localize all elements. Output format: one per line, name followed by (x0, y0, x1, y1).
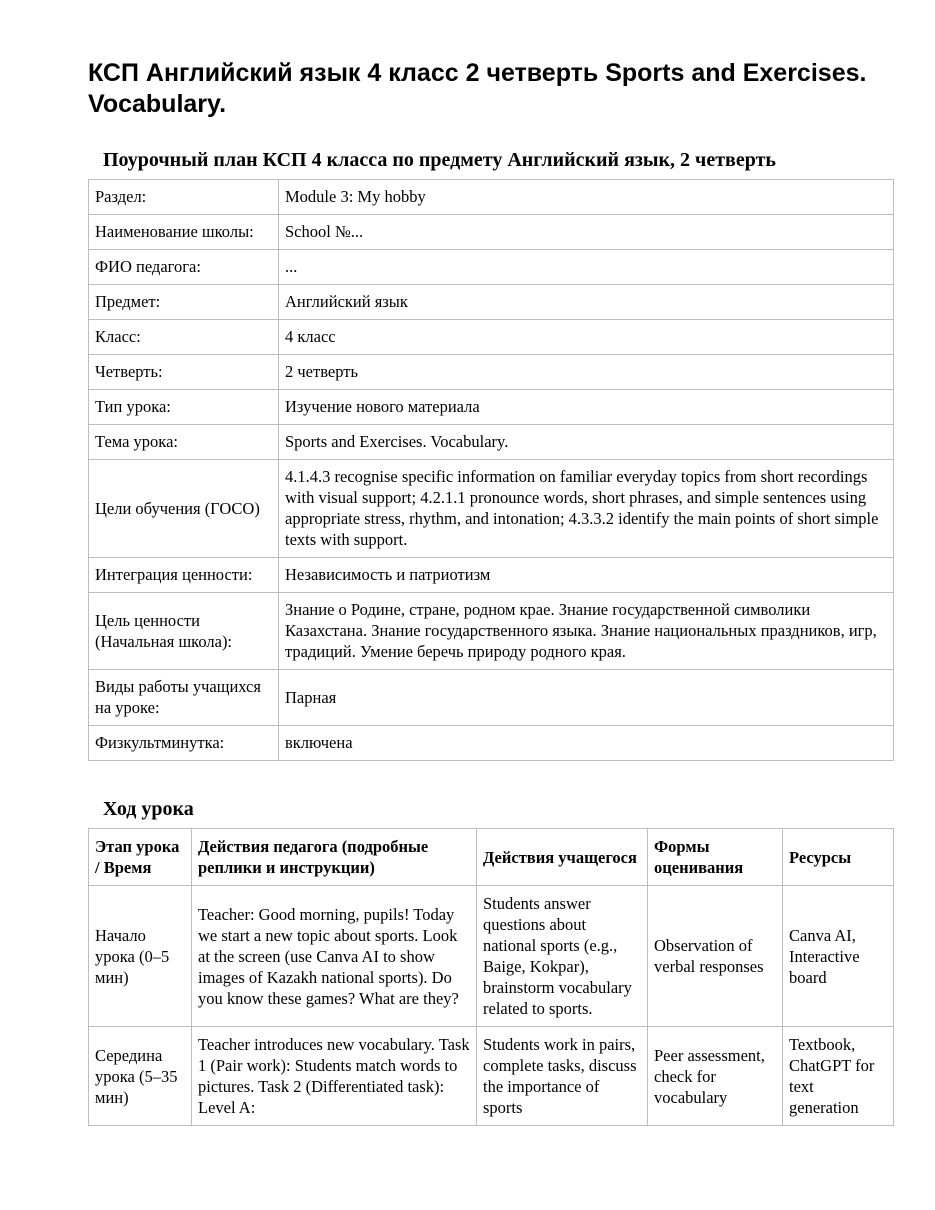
lesson-cell: Teacher: Good morning, pupils! Today we start a new topic about sports. Look at the screen (use Canva AI to show images of Kazakh national sports). Do you know these games? What are they? (192, 886, 477, 1027)
lesson-cell: Students work in pairs, complete tasks, discuss the importance of sports (477, 1027, 648, 1126)
lesson-cell: Canva AI, Interactive board (783, 886, 894, 1027)
info-label: Цели обучения (ГОСО) (89, 460, 279, 558)
lesson-column-header: Ресурсы (783, 829, 894, 886)
info-row (89, 726, 894, 761)
document-title: КСП Английский язык 4 класс 2 четверть Sports and Exercises. Vocabulary. (88, 59, 867, 118)
info-value: Изучение нового материала (279, 390, 894, 425)
lesson-flow-table (88, 828, 894, 1126)
info-label: Тип урока: (89, 390, 279, 425)
info-row (89, 390, 894, 425)
info-value: School №... (279, 215, 894, 250)
lesson-cell: Середина урока (5–35 мин) (89, 1027, 192, 1126)
info-row (89, 355, 894, 390)
lesson-column-header: Действия учащегося (477, 829, 648, 886)
info-row (89, 320, 894, 355)
lesson-cell: Students answer questions about national sports (e.g., Baige, Kokpar), brainstorm vocabulary related to sports. (477, 886, 648, 1027)
info-label: ФИО педагога: (89, 250, 279, 285)
info-label: Наименование школы: (89, 215, 279, 250)
info-value: 4.1.4.3 recognise specific information on familiar everyday topics from short recordings with visual support; 4.2.1.1 pronounce words, short phrases, and simple sentences using appropriate stress, rhythm, and intonation; 4.3.3.2 identify the main points of short simple texts with support. (279, 460, 894, 558)
lesson-cell: Teacher introduces new vocabulary. Task 1 (Pair work): Students match words to pictures. Task 2 (Differentiated task): Level A: (192, 1027, 477, 1126)
info-label: Предмет: (89, 285, 279, 320)
lesson-flow-body (89, 886, 894, 1126)
lesson-cell: Начало урока (0–5 мин) (89, 886, 192, 1027)
info-value: 2 четверть (279, 355, 894, 390)
lesson-cell: Observation of verbal responses (648, 886, 783, 1027)
info-label: Тема урока: (89, 425, 279, 460)
lesson-info-body (89, 180, 894, 761)
info-label: Виды работы учащихся на уроке: (89, 670, 279, 726)
info-value: ... (279, 250, 894, 285)
info-value: Английский язык (279, 285, 894, 320)
info-row (89, 215, 894, 250)
info-row (89, 593, 894, 670)
info-value: Парная (279, 670, 894, 726)
lesson-cell: Peer assessment, check for vocabulary (648, 1027, 783, 1126)
lesson-cell: Textbook, ChatGPT for text generation (783, 1027, 894, 1126)
info-row (89, 250, 894, 285)
info-row (89, 180, 894, 215)
info-value: Знание о Родине, стране, родном крае. Знание государственной символики Казахстана. Знание государственного языка. Знание национальных праздников, игр, традиций. Умение беречь природу родного края. (279, 593, 894, 670)
info-label: Физкультминутка: (89, 726, 279, 761)
info-row (89, 425, 894, 460)
lesson-flow-header-row (89, 829, 894, 886)
lesson-column-header: Этап урока / Время (89, 829, 192, 886)
lesson-column-header: Формы оценивания (648, 829, 783, 886)
lesson-column-header: Действия педагога (подробные реплики и инструкции) (192, 829, 477, 886)
info-label: Четверть: (89, 355, 279, 390)
info-label: Цель ценности (Начальная школа): (89, 593, 279, 670)
lesson-row (89, 1027, 894, 1126)
info-label: Класс: (89, 320, 279, 355)
info-value: Sports and Exercises. Vocabulary. (279, 425, 894, 460)
plan-heading: Поурочный план КСП 4 класса по предмету Английский язык, 2 четверть (103, 149, 776, 171)
info-value: Module 3: My hobby (279, 180, 894, 215)
info-value: Независимость и патриотизм (279, 558, 894, 593)
lesson-row (89, 886, 894, 1027)
info-value: 4 класс (279, 320, 894, 355)
info-value: включена (279, 726, 894, 761)
lesson-info-table (88, 179, 894, 761)
info-label: Раздел: (89, 180, 279, 215)
info-row (89, 285, 894, 320)
info-label: Интеграция ценности: (89, 558, 279, 593)
info-row (89, 460, 894, 558)
info-row (89, 670, 894, 726)
lesson-flow-heading: Ход урока (103, 798, 194, 820)
info-row (89, 558, 894, 593)
